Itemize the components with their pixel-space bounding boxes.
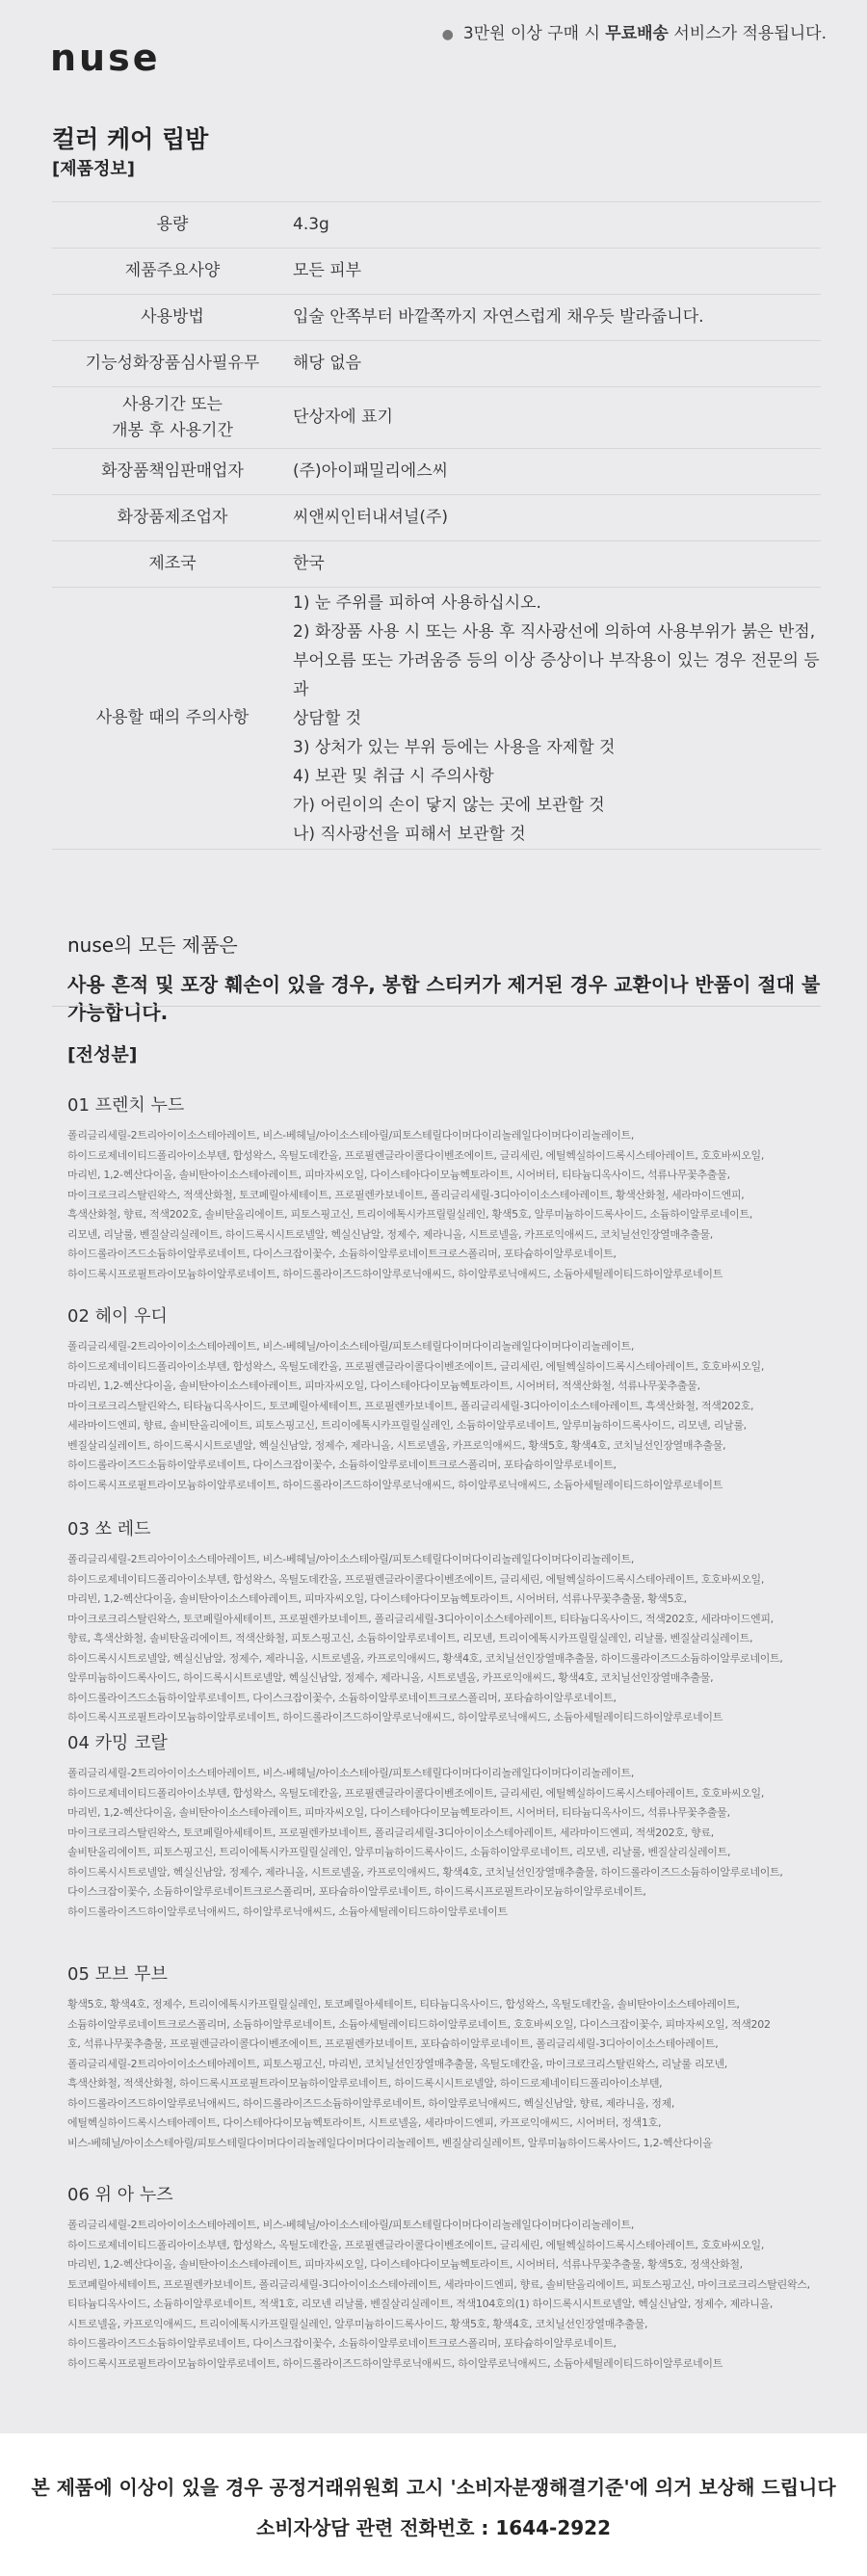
return-policy-notice <box>67 930 828 1025</box>
shade-name: 03 쏘 레드 <box>67 1519 151 1539</box>
free-shipping-notice: ● 3만원 이상 구매 시 무료배송 서비스가 적용됩니다. <box>441 24 827 43</box>
spec-row <box>52 387 821 449</box>
ingredient-text: 폴리글리세릴-2트리아이이소스테아레이트, 비스-베헤닐/아이소스테아릴/피토스테릴다이머다이리놀레일다이머다이리놀레이트, 하이드로제네이티드폴리아이소부텐, 합성왁스, 옥틸도데칸올, 프로필렌글라이콜다이벤조에이트, 글리세린, 에틸헥실하이드록시스테아레이트, 호호바씨오일, 마리빈, 1,2-헥산다이올, 솔비탄아이소스테아레이트, 피마자씨오일, 다이스테아다이모늄헥토라이트, 시어버터, 석류나무꽃추출물, 황색5호, 정색산화철, 토코페릴아세테이트, 프로필렌카보네이트, 폴리글리세릴-3디아이이소스테아레이트, 세라마이드엔피, 향료, 솔비탄올리에이트, 피토스핑고신, 마이크로크리스탈린왁스, 티타늄디옥사이드, 소듐하이알루로네이트, 적색1호, 리모넨 리날룰, 벤질살리실레이트, 적색104호의(1) 하이드록시시트로넬알, 헥실신남알, 정제수, 제라니올, 시트로넬올, 카프로익애씨드, 트리이에톡시카프릴릴실레인, 알루미늄하이드록사이드, 황색5호, 황색4호, 코치닐선인장열매추출물, 하이드롤라이즈드소듐하이알루로네이트, 다이스크잡이꽃수, 소듐하이알루로네이트크로스폴리머, 포타슘하이알루로네이트, 하이드록시프로필트라이모늄하이알루로네이트, 하이드롤라이즈드하이알루로닉애씨드, 하이알루로닉애씨드, 소듐아세틸레이티드하이알루로네이트 <box>67 2219 810 2370</box>
ingredient-text: 폴리글리세릴-2트리아이이소스테아레이트, 비스-베헤닐/아이소스테아릴/피토스테릴다이머다이리놀레일다이머다이리놀레이트, 하이드로제네이티드폴리아이소부텐, 합성왁스, 옥틸도데칸올, 프로필렌글라이콜다이벤조에이트, 글리세린, 에틸헥실하이드록시스테아레이트, 호호바씨오일, 마리빈, 1,2-헥산다이올, 솔비탄아이소스테아레이트, 피마자씨오일, 다이스테아다이모늄헥토라이트, 시어버터, 티타늄디옥사이드, 석류나무꽃추출물, 마이크로크리스탈린왁스, 적색산화철, 토코페릴아세테이트, 프로필렌카보네이트, 폴리글리세릴-3디아이이소스테아레이트, 황색산화철, 세라마이드엔피, 흑색산화철, 향료, 적색202호, 솔비탄올리에이트, 피토스핑고신, 트리이에톡시카프릴릴실레인, 황색5호, 알루미늄하이드록사이드, 소듐하이알루로네이트, 리모넨, 리날룰, 벤질살리실레이트, 하이드록시시트로넬알, 헥실신남알, 정제수, 제라니올, 시트로넬올, 카프로익애씨드, 코치닐선인장열매추출물, 하이드롤라이즈드소듐하이알루로네이트, 다이스크잡이꽃수, 소듐하이알루로네이트크로스폴리머, 포타슘하이알루로네이트, 하이드록시프로필트라이모늄하이알루로네이트, 하이드롤라이즈드하이알루로닉애씨드, 하이알루로닉애씨드, 소듐아세틸레이티드하이알루로네이트 <box>67 1129 765 1280</box>
spec-row <box>52 588 821 850</box>
ingredient-block <box>67 1091 815 1284</box>
spec-value: 4.3g <box>293 215 329 235</box>
spec-value: 한국 <box>293 554 325 574</box>
spec-key: 사용할 때의 주의사항 <box>95 708 250 728</box>
spec-key: 사용방법 <box>141 307 204 328</box>
ingredient-block <box>67 2181 815 2374</box>
spec-value: 1) 눈 주위를 피하여 사용하십시오. 2) 화장품 사용 시 또는 사용 후 직사광선에 의하여 사용부위가 붉은 반점, 부어오름 또는 가려움증 등의 이상 증상이나 부작용이 있는 경우 전문의 등과 상담할 것 3) 상처가 있는 부위 등에는 사용을 자제할 것 4) 보관 및 취급 시 주의사항 가) 어린이의 손이 닿지 않는 곳에 보관할 것 나) 직사광선을 피해서 보관할 것 <box>293 592 820 844</box>
spec-row <box>52 449 821 495</box>
brand-logo: nuse <box>50 37 161 79</box>
spec-value: (주)아이패밀리에스씨 <box>293 461 449 482</box>
spec-value: 입술 안쪽부터 바깥쪽까지 자연스럽게 채우듯 발라줍니다. <box>293 307 704 328</box>
compensation-notice: 본 제품에 이상이 있을 경우 공정거래위원회 고시 '소비자분쟁해결기준'에 의거 보상해 드립니다 <box>31 2476 836 2499</box>
ingredient-block <box>67 1729 815 1922</box>
shade-name: 06 위 아 누즈 <box>67 2185 173 2205</box>
spec-value: 해당 없음 <box>293 354 362 374</box>
shade-name: 04 카밍 코랄 <box>67 1733 168 1753</box>
product-info-subtitle: [제품정보] <box>52 159 136 179</box>
spec-value: 단상자에 표기 <box>293 407 393 428</box>
spec-key: 용량 <box>156 215 189 235</box>
product-spec-table <box>52 201 821 850</box>
spec-key: 화장품책임판매업자 <box>101 461 244 482</box>
spec-row <box>52 295 821 341</box>
shade-name: 05 모브 무브 <box>67 1964 168 1985</box>
return-policy-line2: 사용 흔적 및 포장 훼손이 있을 경우, 봉합 스티커가 제거된 경우 교환이나 반품이 절대 불가능합니다. <box>67 973 821 1024</box>
spec-row <box>52 202 821 249</box>
spec-row <box>52 341 821 387</box>
ingredient-block <box>67 1515 815 1728</box>
spec-value: 모든 피부 <box>293 261 362 281</box>
spec-key: 사용기간 또는 개봉 후 사용기간 <box>112 395 233 440</box>
footer <box>0 2433 867 2576</box>
return-policy-line1: nuse의 모든 제품은 <box>67 933 238 957</box>
spec-row <box>52 495 821 541</box>
product-title: 컬러 케어 립밤 <box>52 125 209 153</box>
header <box>0 0 867 116</box>
shade-name: 01 프렌치 누드 <box>67 1095 185 1116</box>
ingredients-title: [전성분] <box>67 1044 138 1065</box>
spec-row <box>52 249 821 295</box>
divider <box>52 1006 821 1007</box>
spec-key: 기능성화장품심사필유무 <box>85 354 260 374</box>
shade-name: 02 헤이 우디 <box>67 1306 168 1327</box>
bullet-icon: ● <box>441 27 454 42</box>
ingredient-block <box>67 1960 815 2153</box>
ingredient-block <box>67 1302 815 1495</box>
customer-service-phone: 소비자상담 관련 전화번호 : 1644-2922 <box>256 2516 611 2539</box>
ingredient-text: 황색5호, 황색4호, 정제수, 트리이에톡시카프릴릴실레인, 토코페릴아세테이트, 티타늄디옥사이드, 합성왁스, 옥틸도데칸올, 솔비탄아이소스테아레이트, 소듐하이알루로네이트크로스폴리머, 소듐하이알루로네이트, 소듐아세틸레이티드하이알루로네이트, 호호바씨오일, 다이스크잡이꽃수, 피마자씨오일, 적색202 호, 석류나무꽃추출물, 프로필렌글라이콜다이벤조에이트, 프로필렌카보네이트, 포타슘하이알루로네이트, 폴리글리세릴-3디아이이소스테아레이트, 폴리글리세릴-2트리아이이소스테아레이트, 피토스핑고신, 마리빈, 코치닐선인장열매추출물, 옥틸도데칸올, 마이크로크리스탈린왁스, 리날룰 리모넨, 흑색산화철, 적색산화철, 하이드록시프로필트라이모늄하이알루로네이트, 하이드록시시트로넬알, 하이드로제네이티드폴리아이소부텐, 하이드롤라이즈드하이알루로닉애씨드, 하이드롤라이즈드소듐하이알루로네이트, 하이알루로닉애씨드, 헥실신남알, 향료, 제라니올, 정제, 에틸헥실하이드록시스테아레이트, 다이스테아다이모늄헥토라이트, 시트로넬올, 세라마이드엔피, 카프로익애씨드, 시어버터, 정색1호, 비스-베헤닐/아이소스테아릴/피토스테릴다이머다이리놀레일다이머다이리놀레이트, 벤질살리실레이트, 알루미늄하이드록사이드, 1,2-헥산다이올 <box>67 1998 771 2149</box>
spec-key: 제품주요사양 <box>124 261 221 281</box>
spec-row <box>52 541 821 588</box>
ingredient-text: 폴리글리세릴-2트리아이이소스테아레이트, 비스-베헤닐/아이소스테아릴/피토스테릴다이머다이리놀레일다이머다이리놀레이트, 하이드로제네이티드폴리아이소부텐, 합성왁스, 옥틸도데칸올, 프로필렌글라이콜다이벤조에이트, 글리세린, 에틸헥실하이드록시스테아레이트, 호호바씨오일, 마리빈, 1,2-헥산다이올, 솔비탄아이소스테아레이트, 피마자씨오일, 다이스테아다이모늄헥토라이트, 시어버터, 티타늄디옥사이드, 석류나무꽃추출물, 마이크로크리스탈린왁스, 토코페릴아세테이트, 프로필렌카보네이트, 폴리글리세릴-3디아이이소스테아레이트, 세라마이드엔피, 적색202호, 향료, 솔비탄올리에이트, 피토스핑고신, 트리이에톡시카프릴릴실레인, 알루미늄하이드록사이드, 소듐하이알루로네이트, 리모넨, 리날룰, 벤질살리실레이트, 하이드록시시트로넬알, 헥실신남알, 정제수, 제라니올, 시트로넬올, 카프로익애씨드, 황색4호, 코치닐선인장열매추출물, 하이드롤라이즈드소듐하이알루로네이트, 다이스크잡이꽃수, 소듐하이알루로네이트크로스폴리머, 포타슘하이알루로네이트, 하이드록시프로필트라이모늄하이알루로네이트, 하이드롤라이즈드하이알루로닉애씨드, 하이알루로닉애씨드, 소듐아세틸레이티드하이알루로네이트 <box>67 1767 783 1918</box>
spec-key: 화장품제조업자 <box>117 508 228 528</box>
ingredient-text: 폴리글리세릴-2트리아이이소스테아레이트, 비스-베헤닐/아이소스테아릴/피토스테릴다이머다이리놀레일다이머다이리놀레이트, 하이드로제네이티드폴리아이소부텐, 합성왁스, 옥틸도데칸올, 프로필렌글라이콜다이벤조에이트, 글리세린, 에틸헥실하이드록시스테아레이트, 호호바씨오일, 마리빈, 1,2-헥산다이올, 솔비탄아이소스테아레이트, 피마자씨오일, 다이스테아다이모늄헥토라이트, 시어버터, 석류나무꽃추출물, 황색5호, 마이크로크리스탈린왁스, 토코페릴아세테이트, 프로필렌카보네이트, 폴리글리세릴-3디아이이소스테아레이트, 티타늄디옥사이드, 적색202호, 세라마이드엔피, 향료, 흑색산화철, 솔비탄올리에이트, 적색산화철, 피토스핑고신, 소듐하이알루로네이트, 리모넨, 트리이에톡시카프릴릴실레인, 리날룰, 벤질살리실레이트, 하이드록시시트로넬알, 헥실신남알, 정제수, 제라니올, 시트로넬올, 카프로익애씨드, 황색4호, 코치닐선인장열매추출물, 하이드롤라이즈드소듐하이알루로네이트, 알루미늄하이드록사이드, 하이드록시시트로넬알, 헥실신남알, 정제수, 제라니올, 시트로넬올, 카프로익애씨드, 황색4호, 코치닐선인장열매추출물, 하이드롤라이즈드소듐하이알루로네이트, 다이스크잡이꽃수, 소듐하이알루로네이트크로스폴리머, 포타슘하이알루로네이트, 하이드록시프로필트라이모늄하이알루로네이트, 하이드롤라이즈드하이알루로닉애씨드, 하이알루로닉애씨드, 소듐아세틸레이티드하이알루로네이트 <box>67 1553 783 1723</box>
spec-value: 씨앤씨인터내셔널(주) <box>293 508 449 528</box>
spec-key: 제조국 <box>148 554 197 574</box>
ingredient-text: 폴리글리세릴-2트리아이이소스테아레이트, 비스-베헤닐/아이소스테아릴/피토스테릴다이머다이리놀레일다이머다이리놀레이트, 하이드로제네이티드폴리아이소부텐, 합성왁스, 옥틸도데칸올, 프로필렌글라이콜다이벤조에이트, 글리세린, 에틸헥실하이드록시스테아레이트, 호호바씨오일, 마리빈, 1,2-헥산다이올, 솔비탄아이소스테아레이트, 피마자씨오일, 다이스테아다이모늄헥토라이트, 시어버터, 적색산화철, 석류나무꽃추출물, 마이크로크리스탈린왁스, 티타늄디옥사이드, 토코페릴아세테이트, 프로필렌카보네이트, 폴리글리세릴-3디아이이소스테아레이트, 흑색산화철, 적색202호, 세라마이드엔피, 향료, 솔비탄올리에이트, 피토스핑고신, 트리이에톡시카프릴릴실레인, 소듐하이알루로네이트, 알루미늄하이드록사이드, 리모넨, 리날룰, 벤질살리실레이트, 하이드록시시트로넬알, 헥실신남알, 정제수, 제라니올, 시트로넬올, 카프로익애씨드, 황색5호, 황색4호, 코치닐선인장열매추출물, 하이드롤라이즈드소듐하이알루로네이트, 다이스크잡이꽃수, 소듐하이알루로네이트크로스폴리머, 포타슘하이알루로네이트, 하이드록시프로필트라이모늄하이알루로네이트, 하이드롤라이즈드하이알루로닉애씨드, 하이알루로닉애씨드, 소듐아세틸레이티드하이알루로네이트 <box>67 1340 765 1491</box>
